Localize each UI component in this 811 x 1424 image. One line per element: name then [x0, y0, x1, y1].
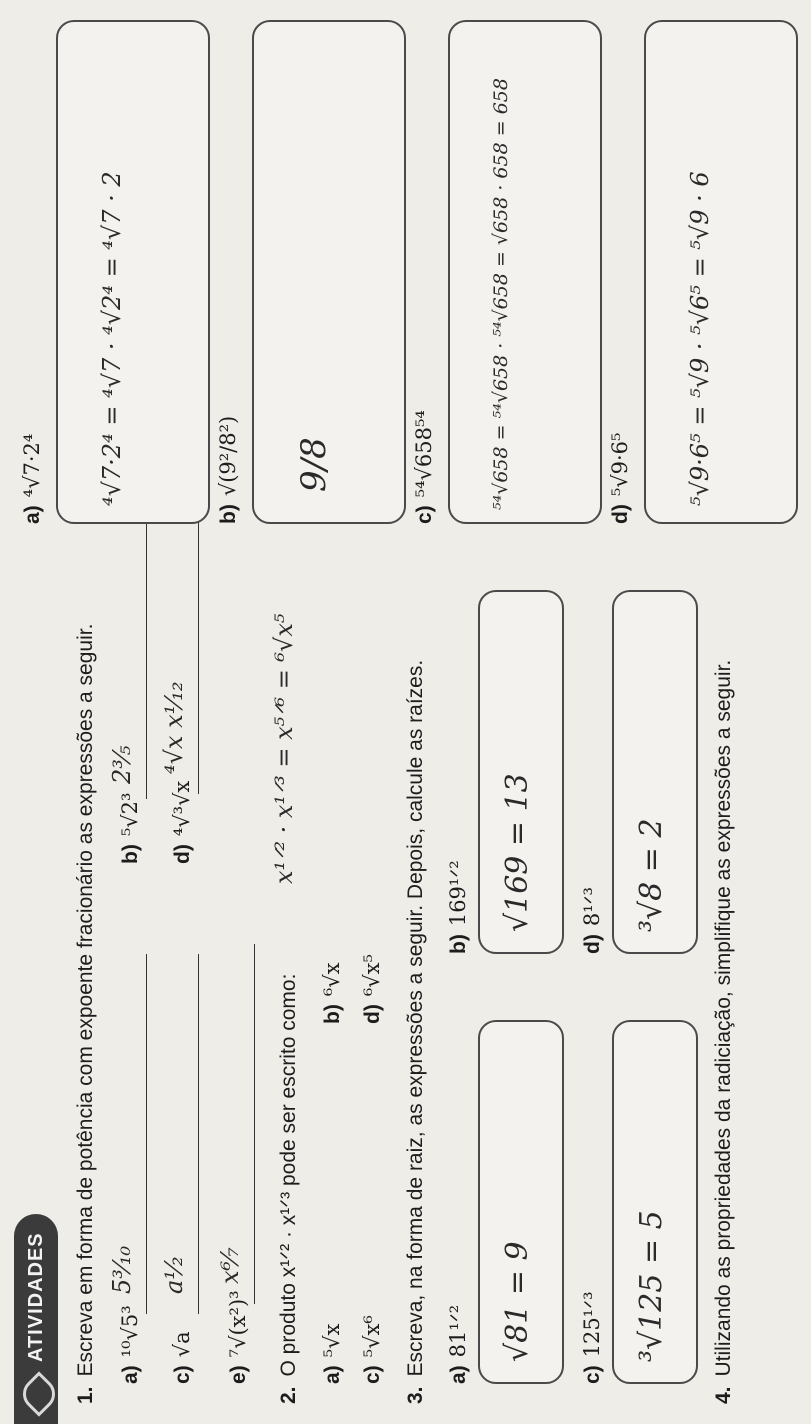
q3-answer-d: ³√8 = 2 — [634, 818, 669, 932]
q1-item-b: b)⁵√2³ — [118, 792, 142, 864]
q4-answer-box-d[interactable] — [644, 20, 798, 524]
q4-answer-c: ⁵⁴√658 = ⁵⁴√658 · ⁵⁴√658 = √658 · 658 = 658 — [490, 78, 512, 510]
q2-option-a: a)⁵√x — [320, 1323, 344, 1384]
q2-option-c: c)⁵√x⁶ — [360, 1315, 384, 1384]
q3-answer-box-d[interactable] — [612, 590, 698, 954]
q3-item-c: c)125¹ᐟ³ — [580, 1291, 604, 1384]
q1-answer-b: 2³⁄₅ — [108, 745, 136, 784]
q3-answer-a: √81 = 9 — [500, 1241, 535, 1362]
q3-item-d: d)8¹ᐟ³ — [580, 887, 604, 954]
q1-item-c: c)√a — [170, 1331, 194, 1384]
q4-answer-box-a[interactable] — [56, 20, 210, 524]
q1-prompt: 1.Escreva em forma de potência com expoente fracionário as expressões a seguir. — [74, 623, 97, 1404]
q1-answer-d: ⁴√x x¹⁄₁₂ — [160, 681, 188, 774]
q3-answer-box-b[interactable] — [478, 590, 564, 954]
q2-option-b: b)⁶√x — [320, 962, 344, 1024]
q3-answer-b: √169 = 13 — [500, 773, 535, 932]
q2-option-d: d)⁶√x⁵ — [360, 954, 384, 1024]
leaf-icon — [16, 1371, 61, 1416]
q1-answer-line-c — [198, 954, 199, 1314]
q4-answer-a: ⁴√7·2⁴ = ⁴√7 · ⁴√2⁴ = ⁴√7 · 2 — [98, 171, 126, 506]
q4-item-a: a)⁴√7·2⁴ — [20, 433, 44, 524]
q4-prompt: 4.Utilizando as propriedades da radiciação, simplifique as expressões a seguir. — [712, 659, 735, 1404]
q1-answer-line-e — [254, 944, 255, 1304]
q1-item-e: e)⁷√(x²)³ — [226, 1290, 250, 1384]
q3-prompt: 3.Escreva, na forma de raiz, as expressões a seguir. Depois, calcule as raízes. — [404, 659, 427, 1404]
q2-prompt: 2.O produto x¹ᐟ² · x¹ᐟ³ pode ser escrito como: — [277, 973, 300, 1404]
banner-title: ATIVIDADES — [25, 1232, 47, 1362]
q3-item-a: a)81¹ᐟ² — [446, 1304, 470, 1384]
q4-answer-b: 9/8 — [294, 437, 334, 492]
q1-answer-a: 5³⁄₁₀ — [108, 1245, 136, 1294]
q3-answer-box-a[interactable] — [478, 1020, 564, 1384]
q1-item-d: d)⁴√³√x — [170, 780, 194, 864]
q1-answer-line-a — [146, 954, 147, 1314]
q4-item-b: b)√(9²/8²) — [216, 415, 240, 524]
q4-answer-box-c[interactable] — [448, 20, 602, 524]
q4-item-d: d)⁵√9·6⁵ — [608, 432, 632, 524]
q4-item-c: c)⁵⁴√658⁵⁴ — [412, 410, 436, 524]
q3-answer-box-c[interactable] — [612, 1020, 698, 1384]
q3-item-b: b)169¹ᐟ² — [446, 860, 470, 954]
q1-answer-e: x⁶⁄₇ — [216, 1247, 244, 1284]
q3-answer-c: ³√125 = 5 — [634, 1210, 669, 1362]
q1-answer-c: a¹⁄₂ — [160, 1256, 188, 1294]
q1-item-a: a)¹⁰√5³ — [118, 1305, 142, 1384]
q4-answer-d: ⁵√9·6⁵ = ⁵√9 · ⁵√6⁵ = ⁵√9 · 6 — [686, 171, 714, 506]
q4-answer-box-b[interactable] — [252, 20, 406, 524]
q2-work: x¹ᐟ² · x¹ᐟ³ = x⁵ᐟ⁶ = ⁶√x⁵ — [270, 613, 298, 884]
activities-banner — [14, 1214, 58, 1424]
